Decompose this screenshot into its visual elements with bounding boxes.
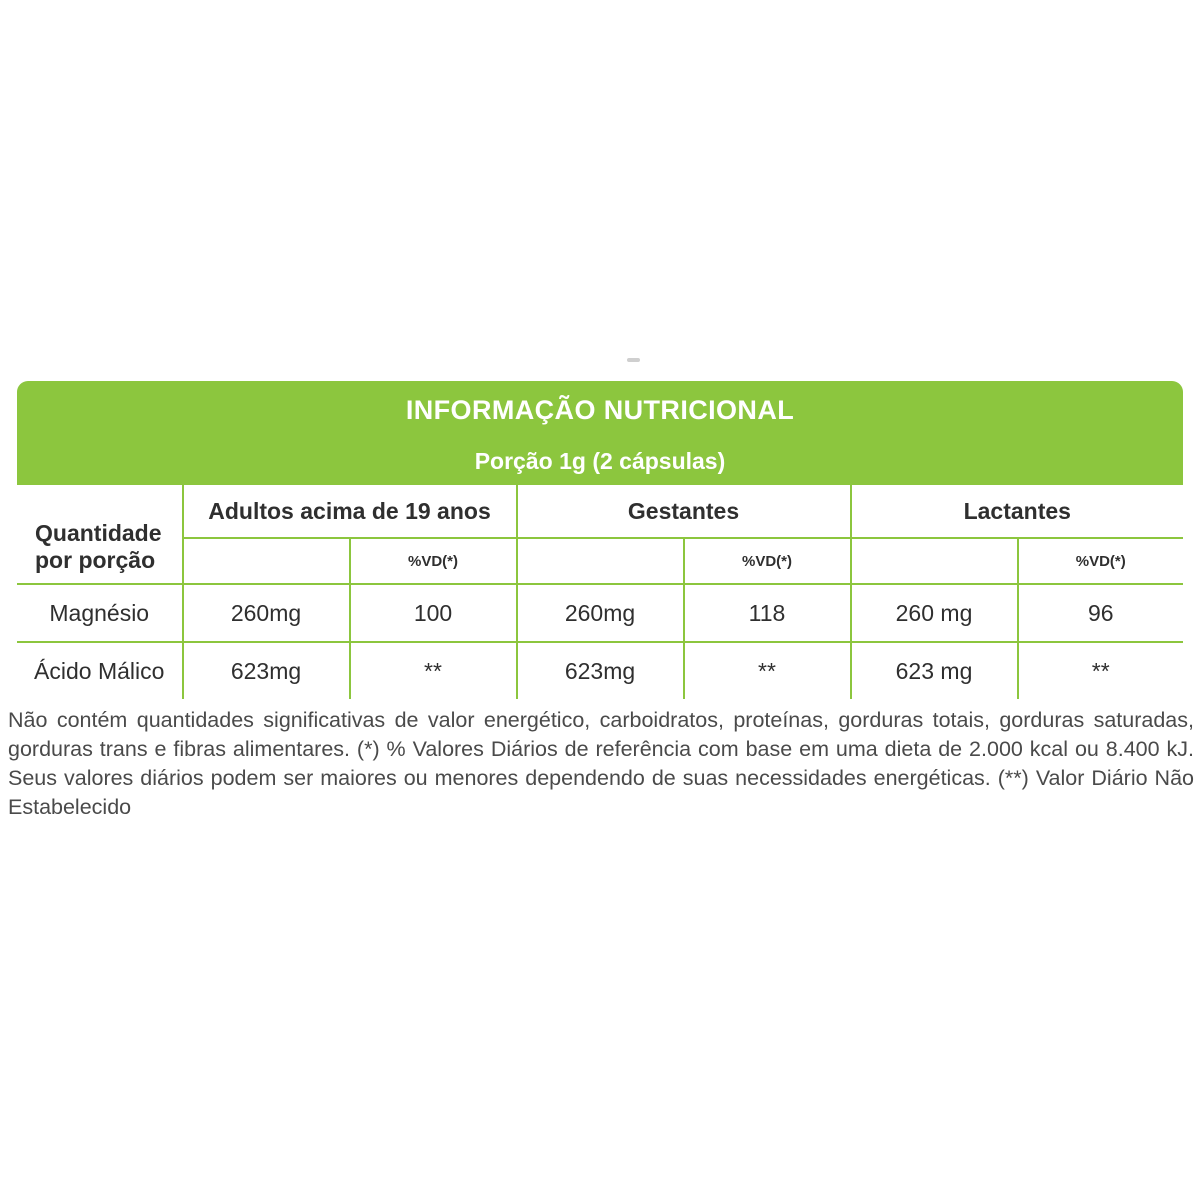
- table-title-row: [16, 380, 1185, 440]
- pregnant-amount-subheader: [517, 538, 684, 584]
- lactating-vd-subheader: %VD(*): [1018, 538, 1185, 584]
- lactating-amount-subheader: [851, 538, 1018, 584]
- adults-vd-value: 100: [350, 584, 517, 642]
- nutrient-name: Ácido Málico: [16, 642, 183, 701]
- pregnant-amount-value: 623mg: [517, 642, 684, 701]
- lactating-amount-value: 623 mg: [851, 642, 1018, 701]
- stray-mark: [627, 358, 640, 362]
- table-row: [16, 642, 1185, 701]
- quantity-per-portion-label: Quantidade por porção: [35, 520, 162, 573]
- adults-amount-subheader: [183, 538, 350, 584]
- adults-vd-value: **: [350, 642, 517, 701]
- pregnant-vd-value: 118: [684, 584, 851, 642]
- table-portion-row: [16, 439, 1185, 484]
- pregnant-vd-subheader: %VD(*): [684, 538, 851, 584]
- table-row: [16, 584, 1185, 642]
- footnote-text: Não contém quantidades significativas de valor energético, carboidratos, proteínas, gorduras totais, gorduras saturadas, gorduras trans e fibras alimentares. (*) % Valores Diários de referência com base em uma dieta de 2.000 kcal ou 8.400 kJ. Seus valores diários podem ser maiores ou menores dependendo de suas necessidades energéticas. (**) Valor Diário Não Estabelecido: [8, 708, 1194, 819]
- group-adults-header: Adultos acima de 19 anos: [183, 484, 517, 538]
- nutrition-panel: [14, 378, 1186, 702]
- table-title: INFORMAÇÃO NUTRICIONAL: [16, 380, 1185, 440]
- group-header-row: [16, 484, 1185, 538]
- adults-vd-subheader: %VD(*): [350, 538, 517, 584]
- lactating-vd-value: 96: [1018, 584, 1185, 642]
- portion-label: Porção 1g (2 cápsulas): [16, 439, 1185, 484]
- lactating-vd-value: **: [1018, 642, 1185, 701]
- pregnant-amount-value: 260mg: [517, 584, 684, 642]
- nutrition-facts-table: [14, 378, 1186, 702]
- adults-amount-value: 623mg: [183, 642, 350, 701]
- lactating-amount-value: 260 mg: [851, 584, 1018, 642]
- adults-amount-value: 260mg: [183, 584, 350, 642]
- nutrient-name: Magnésio: [16, 584, 183, 642]
- group-lactating-header: Lactantes: [851, 484, 1185, 538]
- group-pregnant-header: Gestantes: [517, 484, 851, 538]
- quantity-per-portion-cell: [16, 484, 183, 584]
- subheader-row: [16, 538, 1185, 584]
- pregnant-vd-value: **: [684, 642, 851, 701]
